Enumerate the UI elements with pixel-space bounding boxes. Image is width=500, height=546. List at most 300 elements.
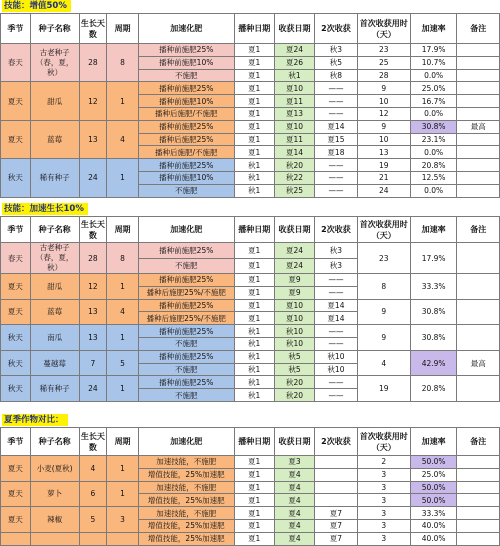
cell-harvest-date: 夏11: [274, 133, 314, 146]
cell-sow-date: 夏1: [234, 532, 274, 545]
cell-cycle: 1: [107, 274, 139, 300]
cell-speed-rate: 16.7%: [410, 95, 457, 108]
cell-sow-date: 秋1: [234, 159, 274, 172]
table-row: [1, 299, 500, 312]
cell-first-harvest-days: 2: [357, 456, 410, 469]
cell-second-harvest: 秋5: [315, 56, 357, 69]
cell-second-harvest: ——: [315, 95, 357, 108]
cell-seed-name: 萝卜: [30, 481, 79, 507]
cell-growth-days: 28: [79, 243, 107, 274]
cell-note: [457, 325, 500, 351]
header-first-harvest-days: 首次收获用时（天）: [357, 217, 410, 243]
cell-first-harvest-days: 28: [357, 69, 410, 82]
cell-seed-name: 古老种子（春，夏，秋）: [30, 44, 79, 82]
cell-season: 秋天: [1, 159, 31, 197]
cell-harvest-date: 夏26: [274, 56, 314, 69]
cell-second-harvest: [315, 494, 357, 507]
cell-season: 春天: [1, 44, 31, 82]
cell-note: [457, 184, 500, 197]
header-seed-name: 种子名称: [30, 217, 79, 243]
section-title-3: 夏季作物对比：: [2, 414, 68, 426]
cell-speed-rate: 10.7%: [410, 56, 457, 69]
cell-first-harvest-days: 3: [357, 481, 410, 494]
cell-season: 夏天: [1, 507, 31, 533]
header-speed-rate: 加速率: [410, 14, 457, 44]
cell-harvest-date: 夏9: [274, 274, 314, 287]
header-growth-days: 生长天数: [79, 14, 107, 44]
table-row: [1, 243, 500, 259]
header-harvest-date: 收获日期: [274, 217, 314, 243]
cell-growth-days: 4: [79, 456, 107, 482]
header-row: [1, 428, 500, 456]
cell-season: 夏天: [1, 82, 31, 120]
cell-second-harvest: ——: [315, 286, 357, 299]
cell-speed-rate: 0.0%: [410, 146, 457, 159]
cell-first-harvest-days: 23: [357, 243, 410, 274]
cell-growth-days: 7: [79, 350, 107, 376]
cell-sow-date: 夏1: [234, 274, 274, 287]
cell-note: [457, 95, 500, 108]
cell-first-harvest-days: 23: [357, 44, 410, 57]
cell-growth-days: 6: [79, 481, 107, 507]
cell-harvest-date: 秋10: [274, 325, 314, 338]
cell-note: 最高: [457, 120, 500, 133]
table-row: [1, 507, 500, 520]
cell-first-harvest-days: 25: [357, 56, 410, 69]
cell-sow-date: 夏1: [234, 133, 274, 146]
cell-speed-rate: 42.9%: [410, 350, 457, 376]
cell-note: [457, 171, 500, 184]
cell-first-harvest-days: 9: [357, 120, 410, 133]
cell-sow-date: 夏1: [234, 95, 274, 108]
cell-first-harvest-days: 13: [357, 146, 410, 159]
cell-seed-name: 甜瓜: [30, 82, 79, 120]
cell-fertilizer: 播种前施肥10%: [138, 171, 234, 184]
cell-speed-rate: 12.5%: [410, 171, 457, 184]
header-cycle: 周期: [107, 217, 139, 243]
table-row: [1, 159, 500, 172]
cell-sow-date: 夏1: [234, 69, 274, 82]
cell-fertilizer: 加速技能，不施肥: [138, 481, 234, 494]
cell-speed-rate: 40.0%: [410, 519, 457, 532]
cell-first-harvest-days: 3: [357, 507, 410, 520]
cell-first-harvest-days: 9: [357, 325, 410, 351]
cell-speed-rate: 40.0%: [410, 532, 457, 545]
header-note: 备注: [457, 14, 500, 44]
cell-season: 夏天: [1, 299, 31, 325]
cell-second-harvest: [315, 481, 357, 494]
cell-sow-date: 秋1: [234, 376, 274, 389]
cell-speed-rate: 25.0%: [410, 82, 457, 95]
cell-harvest-date: 夏14: [274, 146, 314, 159]
cell-harvest-date: 秋20: [274, 389, 314, 402]
cell-cycle: 1: [107, 159, 139, 197]
cell-harvest-date: 秋20: [274, 159, 314, 172]
section-title-2: 技能：加速生长10%: [2, 203, 88, 215]
cell-speed-rate: 30.8%: [410, 325, 457, 351]
header-row: [1, 217, 500, 243]
cell-harvest-date: 夏4: [274, 494, 314, 507]
header-first-harvest-days: 首次收获用时（天）: [357, 14, 410, 44]
cell-cycle: 5: [107, 350, 139, 376]
cell-sow-date: 秋1: [234, 184, 274, 197]
data-table-3: [0, 427, 500, 546]
cell-first-harvest-days: 9: [357, 299, 410, 325]
cell-second-harvest: [315, 468, 357, 481]
cell-fertilizer: 增值技能，25%加速肥: [138, 532, 234, 545]
table-row: [1, 481, 500, 494]
header-seed-name: 种子名称: [30, 428, 79, 456]
cell-speed-rate: 50.0%: [410, 494, 457, 507]
cell-seed-name: 蓝莓: [30, 299, 79, 325]
cell-harvest-date: 夏4: [274, 481, 314, 494]
cell-growth-days: 12: [79, 82, 107, 120]
cell-harvest-date: 秋20: [274, 376, 314, 389]
cell-second-harvest: 秋3: [315, 243, 357, 259]
cell-sow-date: 夏1: [234, 243, 274, 259]
cell-season: 秋天: [1, 325, 31, 351]
cell-first-harvest-days: 24: [357, 184, 410, 197]
cell-fertilizer: 不施肥: [138, 389, 234, 402]
cell-cycle: 8: [107, 44, 139, 82]
cell-seed-name: 蔓越莓: [30, 350, 79, 376]
data-table-1: [0, 13, 500, 198]
cell-harvest-date: 夏4: [274, 532, 314, 545]
cell-cycle: 3: [107, 507, 139, 533]
cell-harvest-date: 夏10: [274, 82, 314, 95]
cell-growth-days: 24: [79, 159, 107, 197]
cell-harvest-date: 夏24: [274, 258, 314, 274]
cell-note: [457, 133, 500, 146]
cell-second-harvest: 夏7: [315, 507, 357, 520]
cell-second-harvest: 秋10: [315, 363, 357, 376]
cell-fertilizer: 播种前施肥25%: [138, 120, 234, 133]
cell-fertilizer: 增值技能，25%加速肥: [138, 519, 234, 532]
cell-sow-date: 秋1: [234, 171, 274, 184]
cell-speed-rate: 17.9%: [410, 44, 457, 57]
cell-second-harvest: [315, 456, 357, 469]
cell-seed-name: 小麦(夏秋): [30, 456, 79, 482]
cell-sow-date: 秋1: [234, 350, 274, 363]
table-row: [1, 456, 500, 469]
cell-second-harvest: 夏14: [315, 120, 357, 133]
cell-note: [457, 274, 500, 300]
header-fertilizer: 加速化肥: [138, 217, 234, 243]
cell-speed-rate: 33.3%: [410, 507, 457, 520]
cell-note: [457, 456, 500, 469]
data-table-2: [0, 216, 500, 402]
cell-note: [457, 69, 500, 82]
cell-speed-rate: 30.8%: [410, 299, 457, 325]
cell-second-harvest: 秋3: [315, 258, 357, 274]
cell-harvest-date: 夏24: [274, 44, 314, 57]
cell-fertilizer: 不施肥: [138, 69, 234, 82]
cell-fertilizer: 播种后施肥25%/不施肥: [138, 286, 234, 299]
header-cycle: 周期: [107, 428, 139, 456]
cell-cycle: [107, 532, 139, 545]
header-season: 季节: [1, 14, 31, 44]
section-title-1: 技能：增值50%: [2, 0, 71, 12]
cell-harvest-date: 夏4: [274, 507, 314, 520]
cell-fertilizer: 播种后施肥25%: [138, 133, 234, 146]
cell-sow-date: 秋1: [234, 389, 274, 402]
cell-note: [457, 159, 500, 172]
cell-speed-rate: 25.0%: [410, 468, 457, 481]
header-harvest-date: 收获日期: [274, 428, 314, 456]
cell-harvest-date: 秋1: [274, 69, 314, 82]
header-second-harvest: 2次收获: [315, 217, 357, 243]
header-second-harvest: 2次收获: [315, 428, 357, 456]
cell-growth-days: 13: [79, 299, 107, 325]
cell-sow-date: 夏1: [234, 82, 274, 95]
cell-first-harvest-days: 3: [357, 532, 410, 545]
cell-season: 夏天: [1, 481, 31, 507]
cell-sow-date: 夏1: [234, 456, 274, 469]
cell-fertilizer: 播种前施肥25%: [138, 350, 234, 363]
cell-harvest-date: 夏4: [274, 468, 314, 481]
header-row: [1, 14, 500, 44]
cell-growth-days: [79, 532, 107, 545]
header-fertilizer: 加速化肥: [138, 428, 234, 456]
header-cycle: 周期: [107, 14, 139, 44]
header-second-harvest: 2次收获: [315, 14, 357, 44]
cell-sow-date: 夏1: [234, 494, 274, 507]
cell-harvest-date: 夏11: [274, 95, 314, 108]
cell-season: 夏天: [1, 456, 31, 482]
header-harvest-date: 收获日期: [274, 14, 314, 44]
cell-speed-rate: 23.1%: [410, 133, 457, 146]
cell-seed-name: [30, 532, 79, 545]
table-row: [1, 350, 500, 363]
cell-first-harvest-days: 10: [357, 95, 410, 108]
cell-first-harvest-days: 9: [357, 82, 410, 95]
cell-first-harvest-days: 21: [357, 171, 410, 184]
header-sow-date: 播种日期: [234, 428, 274, 456]
cell-season: 秋天: [1, 376, 31, 402]
cell-seed-name: 甜瓜: [30, 274, 79, 300]
cell-note: [457, 299, 500, 325]
header-fertilizer: 加速化肥: [138, 14, 234, 44]
cell-speed-rate: 30.8%: [410, 120, 457, 133]
cell-note: [457, 519, 500, 532]
cell-fertilizer: 播种前施肥25%: [138, 82, 234, 95]
table-row: [1, 44, 500, 57]
cell-fertilizer: 播种前施肥25%: [138, 299, 234, 312]
cell-fertilizer: 播种前施肥25%: [138, 243, 234, 259]
cell-first-harvest-days: 19: [357, 376, 410, 402]
cell-seed-name: 稀有种子: [30, 376, 79, 402]
cell-harvest-date: 夏4: [274, 519, 314, 532]
cell-note: [457, 56, 500, 69]
cell-growth-days: 13: [79, 325, 107, 351]
cell-second-harvest: ——: [315, 184, 357, 197]
cell-speed-rate: 17.9%: [410, 243, 457, 274]
cell-second-harvest: 夏7: [315, 519, 357, 532]
cell-fertilizer: 不施肥: [138, 184, 234, 197]
cell-speed-rate: 20.8%: [410, 376, 457, 402]
cell-fertilizer: 播种后施肥/不施肥: [138, 146, 234, 159]
table-row: [1, 82, 500, 95]
cell-second-harvest: 秋10: [315, 350, 357, 363]
cell-second-harvest: ——: [315, 274, 357, 287]
cell-sow-date: 秋1: [234, 325, 274, 338]
cell-second-harvest: 夏15: [315, 133, 357, 146]
cell-second-harvest: 夏7: [315, 532, 357, 545]
cell-growth-days: 5: [79, 507, 107, 533]
cell-season: 夏天: [1, 274, 31, 300]
cell-season: 春天: [1, 243, 31, 274]
cell-second-harvest: ——: [315, 325, 357, 338]
cell-harvest-date: 夏3: [274, 456, 314, 469]
cell-sow-date: 夏1: [234, 299, 274, 312]
cell-fertilizer: 播种前施肥10%: [138, 95, 234, 108]
cell-fertilizer: 增值技能，25%加速肥: [138, 494, 234, 507]
cell-fertilizer: 播种后施肥/不施肥: [138, 107, 234, 120]
cell-growth-days: 12: [79, 274, 107, 300]
cell-note: [457, 494, 500, 507]
cell-speed-rate: 0.0%: [410, 107, 457, 120]
cell-cycle: 1: [107, 376, 139, 402]
cell-first-harvest-days: 19: [357, 159, 410, 172]
cell-speed-rate: 20.8%: [410, 159, 457, 172]
cell-second-harvest: ——: [315, 171, 357, 184]
cell-fertilizer: 不施肥: [138, 363, 234, 376]
cell-harvest-date: 秋10: [274, 337, 314, 350]
cell-cycle: 1: [107, 481, 139, 507]
cell-harvest-date: 夏10: [274, 312, 314, 325]
table-row: [1, 376, 500, 389]
cell-harvest-date: 秋25: [274, 184, 314, 197]
table-row: [1, 532, 500, 545]
cell-seed-name: 南瓜: [30, 325, 79, 351]
cell-sow-date: 秋1: [234, 363, 274, 376]
cell-first-harvest-days: 8: [357, 274, 410, 300]
cell-fertilizer: 播种后施肥25%/不施肥: [138, 312, 234, 325]
cell-growth-days: 13: [79, 120, 107, 158]
cell-sow-date: 夏1: [234, 56, 274, 69]
cell-fertilizer: 播种前施肥25%: [138, 376, 234, 389]
cell-second-harvest: 秋8: [315, 69, 357, 82]
cell-first-harvest-days: 3: [357, 519, 410, 532]
cell-note: [457, 243, 500, 274]
cell-sow-date: 夏1: [234, 468, 274, 481]
cell-season: 夏天: [1, 120, 31, 158]
cell-speed-rate: 0.0%: [410, 184, 457, 197]
cell-cycle: 4: [107, 120, 139, 158]
header-growth-days: 生长天数: [79, 217, 107, 243]
header-speed-rate: 加速率: [410, 217, 457, 243]
header-speed-rate: 加速率: [410, 428, 457, 456]
cell-fertilizer: 加速技能，不施肥: [138, 456, 234, 469]
cell-second-harvest: 夏18: [315, 146, 357, 159]
cell-season: 秋天: [1, 350, 31, 376]
cell-second-harvest: ——: [315, 376, 357, 389]
header-note: 备注: [457, 217, 500, 243]
cell-note: [457, 107, 500, 120]
cell-note: [457, 532, 500, 545]
cell-sow-date: 夏1: [234, 286, 274, 299]
cell-cycle: 4: [107, 299, 139, 325]
cell-fertilizer: 不施肥: [138, 258, 234, 274]
cell-speed-rate: 50.0%: [410, 456, 457, 469]
cell-seed-name: 稀有种子: [30, 159, 79, 197]
cell-fertilizer: 增值技能，25%加速肥: [138, 468, 234, 481]
cell-fertilizer: 加速技能，不施肥: [138, 507, 234, 520]
header-seed-name: 种子名称: [30, 14, 79, 44]
header-season: 季节: [1, 217, 31, 243]
cell-harvest-date: 夏10: [274, 299, 314, 312]
header-first-harvest-days: 首次收获用时（天）: [357, 428, 410, 456]
cell-growth-days: 28: [79, 44, 107, 82]
cell-fertilizer: 播种前施肥25%: [138, 159, 234, 172]
cell-harvest-date: 夏24: [274, 243, 314, 259]
header-sow-date: 播种日期: [234, 14, 274, 44]
cell-fertilizer: 播种前施肥25%: [138, 44, 234, 57]
cell-seed-name: 辣椒: [30, 507, 79, 533]
cell-note: [457, 481, 500, 494]
cell-sow-date: 夏1: [234, 481, 274, 494]
cell-seed-name: 古老种子（春，夏，秋）: [30, 243, 79, 274]
header-note: 备注: [457, 428, 500, 456]
cell-harvest-date: 秋5: [274, 363, 314, 376]
cell-second-harvest: 夏14: [315, 312, 357, 325]
cell-sow-date: 夏1: [234, 120, 274, 133]
cell-sow-date: 夏1: [234, 107, 274, 120]
cell-sow-date: 夏1: [234, 507, 274, 520]
cell-second-harvest: 秋3: [315, 44, 357, 57]
cell-second-harvest: ——: [315, 389, 357, 402]
cell-fertilizer: 播种前施肥25%: [138, 325, 234, 338]
cell-sow-date: 夏1: [234, 44, 274, 57]
cell-note: [457, 376, 500, 402]
cell-growth-days: 24: [79, 376, 107, 402]
cell-note: 最高: [457, 350, 500, 376]
cell-sow-date: 秋1: [234, 337, 274, 350]
cell-note: [457, 507, 500, 520]
cell-harvest-date: 夏13: [274, 107, 314, 120]
header-sow-date: 播种日期: [234, 217, 274, 243]
cell-cycle: 1: [107, 82, 139, 120]
cell-harvest-date: 夏10: [274, 120, 314, 133]
cell-speed-rate: 50.0%: [410, 481, 457, 494]
cell-fertilizer: 播种前施肥10%: [138, 56, 234, 69]
cell-sow-date: 夏1: [234, 258, 274, 274]
header-season: 季节: [1, 428, 31, 456]
cell-first-harvest-days: 4: [357, 350, 410, 376]
cell-second-harvest: ——: [315, 337, 357, 350]
cell-first-harvest-days: 12: [357, 107, 410, 120]
cell-harvest-date: 秋22: [274, 171, 314, 184]
table-row: [1, 325, 500, 338]
cell-second-harvest: 夏14: [315, 299, 357, 312]
cell-sow-date: 夏1: [234, 312, 274, 325]
cell-cycle: 8: [107, 243, 139, 274]
cell-cycle: 1: [107, 456, 139, 482]
header-growth-days: 生长天数: [79, 428, 107, 456]
cell-note: [457, 146, 500, 159]
cell-sow-date: 夏1: [234, 519, 274, 532]
cell-fertilizer: 播种前施肥25%: [138, 274, 234, 287]
cell-harvest-date: 秋5: [274, 350, 314, 363]
cell-seed-name: 蓝莓: [30, 120, 79, 158]
cell-season: [1, 532, 31, 545]
cell-first-harvest-days: 3: [357, 468, 410, 481]
cell-second-harvest: ——: [315, 159, 357, 172]
cell-first-harvest-days: 3: [357, 494, 410, 507]
cell-sow-date: 夏1: [234, 146, 274, 159]
cell-second-harvest: ——: [315, 107, 357, 120]
cell-cycle: 1: [107, 325, 139, 351]
